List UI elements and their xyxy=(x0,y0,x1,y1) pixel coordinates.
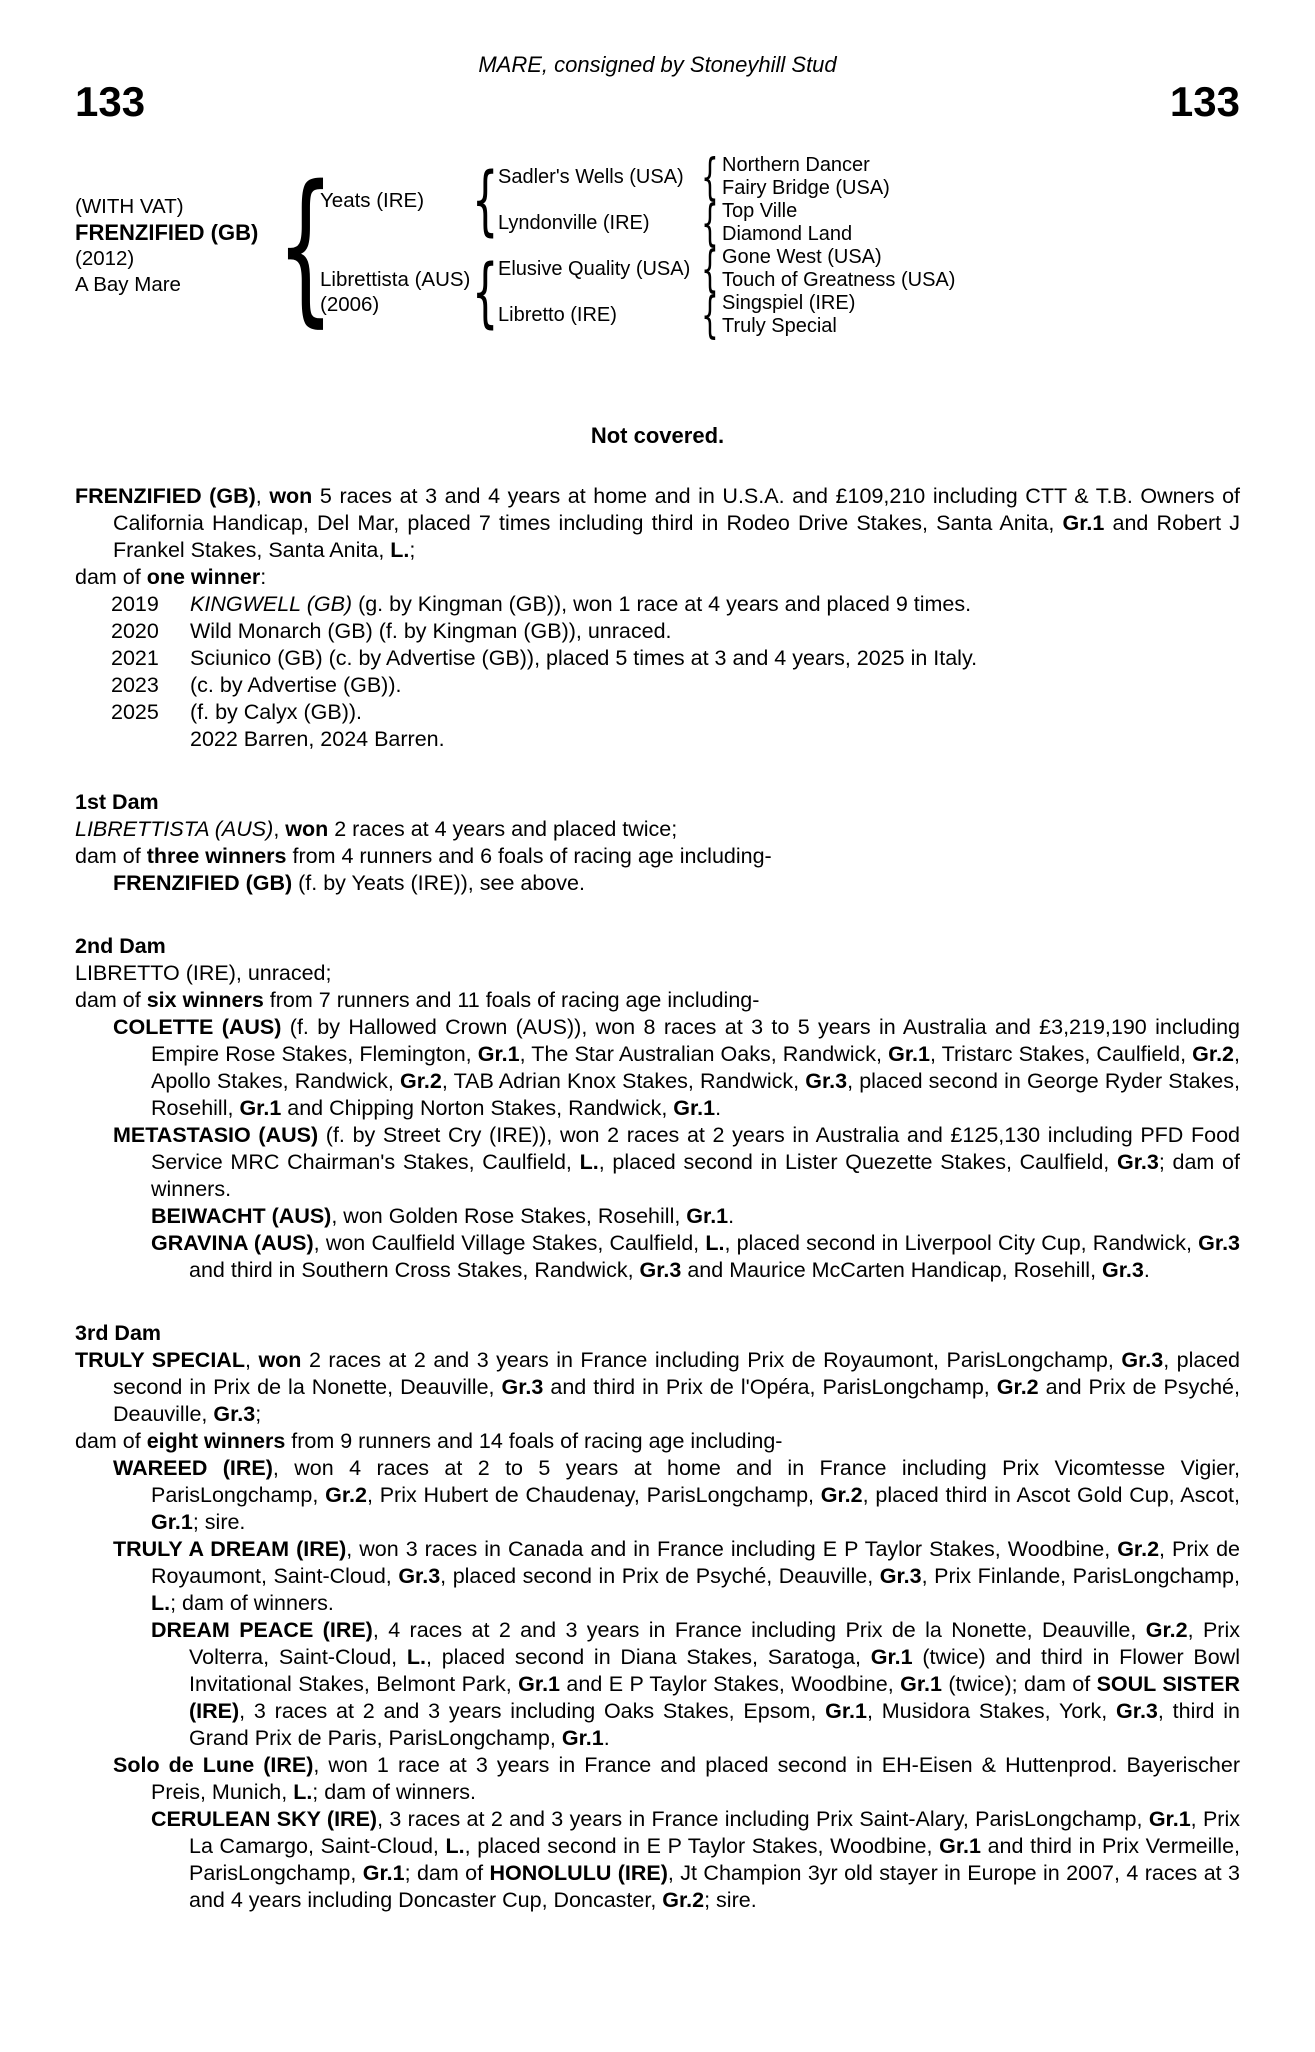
progeny-year: 2025 xyxy=(111,700,159,724)
gen3-name: Fairy Bridge (USA) xyxy=(722,177,890,199)
dam-paragraph: FRENZIFIED (GB) (f. by Yeats (IRE)), see above. xyxy=(113,871,585,895)
pedigree-brace-icon xyxy=(472,246,498,338)
progeny-year xyxy=(111,726,190,753)
brace-glyph: { xyxy=(701,147,719,206)
progeny-text: 2022 Barren, 2024 Barren. xyxy=(190,727,445,751)
progeny-row xyxy=(111,618,1240,645)
progeny-year: 2020 xyxy=(111,619,159,643)
race-record xyxy=(75,483,1240,1914)
subject-name: FRENZIFIED (GB) xyxy=(75,220,259,245)
lot-number-left: 133 xyxy=(75,78,146,125)
gen3-name: Northern Dancer xyxy=(722,154,870,176)
subject-description: A Bay Mare xyxy=(75,273,181,296)
section-heading: 2nd Dam xyxy=(75,934,166,958)
pedigree-gen2-group xyxy=(498,147,890,206)
dam-paragraph: Solo de Lune (IRE), won 1 race at 3 years in France and placed second in EH-Eisen & Huttenprod. Bayerischer Preis, Munich, L.; dam of winners. xyxy=(113,1753,1241,1804)
pedigree-subject xyxy=(75,194,290,298)
dam-paragraph: dam of six winners from 7 runners and 11 foals of racing age including- xyxy=(75,988,760,1012)
sire-name-text: Yeats (IRE) xyxy=(320,188,425,212)
pedigree-gen2-group xyxy=(498,193,890,252)
lot-number-row xyxy=(75,80,1240,124)
dam-name xyxy=(320,267,472,317)
gen3-name: Touch of Greatness (USA) xyxy=(722,269,956,291)
dam-paragraph: LIBRETTISTA (AUS), won 2 races at 4 years and placed twice; xyxy=(75,817,678,841)
section-heading: 1st Dam xyxy=(75,790,159,814)
progeny-year: 2023 xyxy=(111,673,159,697)
lot-number-right: 133 xyxy=(1169,78,1240,125)
progeny-year: 2021 xyxy=(111,646,159,670)
brace-glyph: { xyxy=(471,247,499,337)
dam-paragraph: METASTASIO (AUS) (f. by Street Cry (IRE)), won 2 races at 2 years in Australia and £125,130 including PFD Food Service MRC Chairman's Stakes, Caulfield, L., placed second in Lister Quezette Stakes, Caulfield, Gr.3; dam of winners. xyxy=(113,1123,1240,1201)
pedigree-brace-icon xyxy=(698,285,722,344)
pedigree-dam-branch xyxy=(320,239,956,344)
progeny-text: (c. by Advertise (GB)). xyxy=(190,673,402,697)
pedigree-table xyxy=(75,147,1240,344)
progeny-row xyxy=(111,645,1240,672)
section-1st-dam xyxy=(75,789,1240,897)
gen3-name: Gone West (USA) xyxy=(722,246,882,268)
dam-paragraph: LIBRETTO (IRE), unraced; xyxy=(75,961,332,985)
brace-glyph: { xyxy=(701,193,719,252)
dam-paragraph: COLETTE (AUS) (f. by Hallowed Crown (AUS)), won 8 races at 3 to 5 years in Australia and £3,219,190 including Empire Rose Stakes, Flemington, Gr.1, The Star Australian Oaks, Randwick, Gr.1, Tristarc Stakes, Caulfield, Gr.2, Apollo Stakes, Randwick, Gr.2, TAB Adrian Knox Stakes, Randwick, Gr.3, placed second in George Ryder Stakes, Rosehill, Gr.1 and Chipping Norton Stakes, Randwick, Gr.1. xyxy=(113,1015,1240,1120)
barren-note-row xyxy=(111,726,1240,753)
brace-glyph: { xyxy=(701,239,719,298)
progeny-year: 2019 xyxy=(111,592,159,616)
gen3-name: Singspiel (IRE) xyxy=(722,292,856,314)
pedigree-sire-branch xyxy=(320,147,955,252)
gen3-name: Truly Special xyxy=(722,315,837,337)
gen3-name: Top Ville xyxy=(722,200,798,222)
progeny-text: Wild Monarch (GB) (f. by Kingman (GB)), unraced. xyxy=(190,619,672,643)
brace-glyph: { xyxy=(276,149,334,342)
dam-paragraph: TRULY SPECIAL, won 2 races at 2 and 3 years in France including Prix de Royaumont, ParisLongchamp, Gr.3, placed second in Prix de la Nonette, Deauville, Gr.3 and third in Prix de l'Opéra, ParisLongchamp, Gr.2 and Prix de Psyché, Deauville, Gr.3; xyxy=(75,1348,1241,1426)
section-heading: 3rd Dam xyxy=(75,1321,162,1345)
gen2-name: Libretto (IRE) xyxy=(498,303,617,326)
dam-name-text: Librettista (AUS) xyxy=(320,268,471,291)
section-2nd-dam xyxy=(75,933,1240,1284)
dam-paragraph: dam of eight winners from 9 runners and 14 foals of racing age including- xyxy=(75,1429,783,1453)
catalogue-page xyxy=(0,52,1315,1914)
dam-paragraph: CERULEAN SKY (IRE), 3 races at 2 and 3 years in France including Prix Saint-Alary, ParisLongchamp, Gr.1, Prix La Camargo, Saint-Cloud, L., placed second in E P Taylor Stakes, Woodbine, Gr.1 and third in Prix Vermeille, ParisLongchamp, Gr.1; dam of HONOLULU (IRE), Jt Champion 3yr old stayer in Europe in 2007, 4 races at 3 and 4 years including Doncaster Cup, Doncaster, Gr.2; sire. xyxy=(151,1807,1241,1912)
section-3rd-dam xyxy=(75,1320,1240,1914)
dam-paragraph: DREAM PEACE (IRE), 4 races at 2 and 3 years in France including Prix de la Nonette, Deauville, Gr.2, Prix Volterra, Saint-Cloud, L., placed second in Diana Stakes, Saratoga, Gr.1 (twice) and third in Flower Bowl Invitational Stakes, Belmont Park, Gr.1 and E P Taylor Stakes, Woodbine, Gr.1 (twice); dam of SOUL SISTER (IRE), 3 races at 2 and 3 years including Oaks Stakes, Epsom, Gr.1, Musidora Stakes, York, Gr.3, third in Grand Prix de Paris, ParisLongchamp, Gr.1. xyxy=(151,1618,1241,1750)
pedigree-gen2-group xyxy=(498,239,956,298)
race-record-paragraph: FRENZIFIED (GB), won 5 races at 3 and 4 years at home and in U.S.A. and £109,210 including CTT & T.B. Owners of California Handicap, Del Mar, placed 7 times including third in Rodeo Drive Stakes, Santa Anita, Gr.1 and Robert J Frankel Stakes, Santa Anita, L.; xyxy=(75,484,1241,562)
progeny-text: KINGWELL (GB) (g. by Kingman (GB)), won 1 race at 4 years and placed 9 times. xyxy=(190,592,972,616)
brace-glyph: { xyxy=(701,285,719,344)
dam-foaling-year: (2006) xyxy=(320,293,380,316)
dam-paragraph: dam of three winners from 4 runners and 6 foals of racing age including- xyxy=(75,844,772,868)
progeny-list xyxy=(75,591,1240,753)
dam-of-line: dam of one winner: xyxy=(75,565,267,589)
progeny-row xyxy=(111,591,1240,618)
progeny-text: (f. by Calyx (GB)). xyxy=(190,700,363,724)
progeny-row xyxy=(111,699,1240,726)
subject-foaling-year: (2012) xyxy=(75,247,135,270)
progeny-text: Sciunico (GB) (c. by Advertise (GB)), placed 5 times at 3 and 4 years, 2025 in Italy. xyxy=(190,646,978,670)
pedigree-gen2-group xyxy=(498,285,955,344)
dam-paragraph: GRAVINA (AUS), won Caulfield Village Stakes, Caulfield, L., placed second in Liverpool City Cup, Randwick, Gr.3 and third in Southern Cross Stakes, Randwick, Gr.3 and Maurice McCarten Handicap, Rosehill, Gr.3. xyxy=(151,1231,1241,1282)
progeny-row xyxy=(111,672,1240,699)
dam-paragraph: WAREED (IRE), won 4 races at 2 to 5 years at home and in France including Prix Vicomtesse Vigier, ParisLongchamp, Gr.2, Prix Hubert de Chaudenay, ParisLongchamp, Gr.2, placed third in Ascot Gold Cup, Ascot, Gr.1; sire. xyxy=(113,1456,1241,1534)
vat-note: (WITH VAT) xyxy=(75,195,184,218)
pedigree-tree xyxy=(320,147,956,344)
gen3-name: Diamond Land xyxy=(722,223,853,245)
dam-paragraph: BEIWACHT (AUS), won Golden Rose Stakes, Rosehill, Gr.1. xyxy=(151,1204,735,1228)
dam-paragraph: TRULY A DREAM (IRE), won 3 races in Canada and in France including E P Taylor Stakes, Woodbine, Gr.2, Prix de Royaumont, Saint-Cloud, Gr.3, placed second in Prix de Psyché, Deauville, Gr.3, Prix Finlande, ParisLongchamp, L.; dam of winners. xyxy=(113,1537,1240,1615)
consignor-line: MARE, consigned by Stoneyhill Stud xyxy=(478,52,837,77)
gen2-name: Sadler's Wells (USA) xyxy=(498,165,684,188)
gen2-name: Elusive Quality (USA) xyxy=(498,257,691,280)
gen2-name: Lyndonville (IRE) xyxy=(498,211,650,234)
pedigree-brace-icon xyxy=(472,154,498,246)
sire-name xyxy=(320,188,472,213)
brace-glyph: { xyxy=(471,155,499,245)
covering-status: Not covered. xyxy=(590,423,725,448)
pedigree-brace-icon xyxy=(276,149,334,342)
